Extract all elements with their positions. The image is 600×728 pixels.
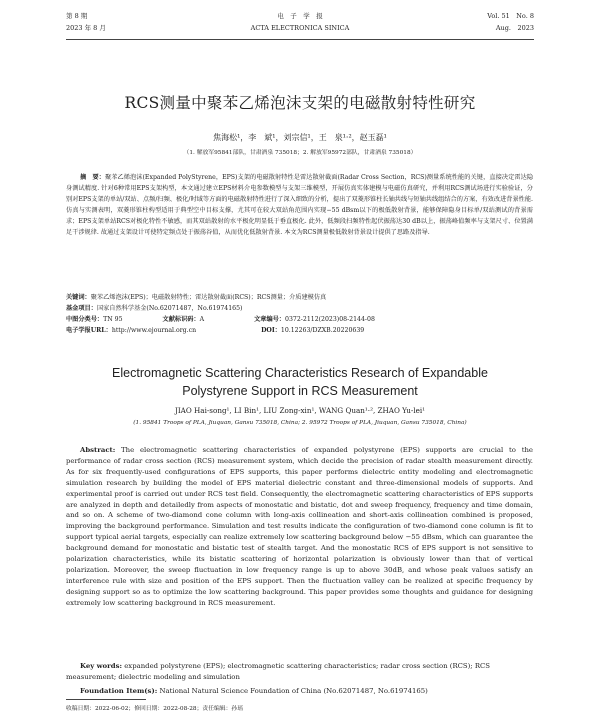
header-journal-name: 电 子 学 报 ACTA ELECTRONICA SINICA bbox=[250, 12, 350, 32]
header-volume: Vol. 51 No. 8 Aug. 2023 bbox=[487, 12, 534, 32]
chinese-authors: 焦海松¹，李 斌¹，刘宗信¹，王 泉¹·²，赵玉磊¹ bbox=[213, 133, 387, 142]
header-rule bbox=[66, 39, 534, 40]
url-doi-line: 电子学报URL：http://www.ejournal.org.cn DOI：10.12263/DZXB.20220639 bbox=[66, 327, 365, 334]
classification-line: 中图分类号：TN 95 文献标识码：A 文章编号：0372-2112(2023)08-2144-08 bbox=[66, 316, 375, 323]
chinese-title: RCS测量中聚苯乙烯泡沫支架的电磁散射特性研究 bbox=[124, 94, 476, 112]
received-date-footer: 收稿日期：2022-06-02；修回日期：2022-08-28；责任编辑：孙瑶 bbox=[66, 706, 243, 712]
chinese-abstract bbox=[66, 173, 533, 238]
journal-header bbox=[66, 10, 534, 42]
header-issue: 第 8 期 2023 年 8 月 bbox=[66, 12, 106, 32]
footer-rule bbox=[66, 699, 146, 700]
journal-url[interactable]: http://www.ejournal.org.cn bbox=[111, 327, 197, 334]
english-keywords: Key words: expanded polystyrene (EPS); electromagnetic scattering characteristics; radar cross section (RCS); RCS measurement; dielectric modeling and simulation bbox=[66, 662, 491, 681]
chinese-keywords: 关键词：聚苯乙烯泡沫(EPS)；电磁散射特性；雷达散射截面(RCS)；RCS测量；介质建模仿真 bbox=[66, 294, 327, 301]
chinese-fund: 基金项目：国家自然科学基金(No.62071487，No.61974165) bbox=[66, 305, 243, 312]
english-affiliation: (1. 95841 Troops of PLA, Jiuquan, Gansu 735018, China; 2. 95972 Troops of PLA, Jiuquan, Gansu 735018, China) bbox=[133, 420, 467, 426]
english-abstract-label: Abstract: bbox=[80, 446, 116, 454]
english-abstract-text: The electromagnetic scattering characteristics of expanded polystyrene (EPS) supports are crucial to the performance of radar cross section (RCS) measurement system, which decide the precision of radar stealth measurement directly. As for six frequently-used configurations of EPS supports, this paper performs dielectric entity modeling and electromagnetic simulation research by building the model of EPS material dielectric constant and three-dimensional models of supports. And experimental proof is carried out under RCS test field. Consequently, the electromagnetic scattering characteristics of EPS supports are analyzed in depth and detailedly from aspects of monostatic and bistatic, dot and sweep frequency, frequency and time domain, and so on. A scheme of two-diamond cone column with long-axis collineation and short-axis collineation combined is proposed, improving the background performance. Simulation and test results indicate the configuration of two-diamond cone column is fit to support typical aerial targets, especially can realize extremely low scattering background below −55 dBsm, which can guarantee the background demand for monostatic and bistatic test of stealth target. And the monostatic RCS of EPS support is not sensitive to polarization characteristics, while its bistatic scattering of horizontal polarization is obviously lower than that of vertical polarization. Moreover, the sweep fluctuation in low frequency range is up to above 30dB, and whose peak values satisfy an interference rule with size and position of the EPS support. Then the fluctuation valley can be realized at specific frequency by designing support so as to optimize the low scattering background. This paper provides some thoughts and guidance for designing extremely low scattering background in RCS measurement. bbox=[66, 446, 533, 607]
doi[interactable]: 10.12263/DZXB.20220639 bbox=[280, 327, 365, 334]
english-title: Electromagnetic Scattering Characteristics Research of Expandable Polystyrene Support in RCS Measurement bbox=[112, 366, 488, 398]
chinese-affiliation: （1. 解放军95841部队，甘肃酒泉 735018；2. 解放军95972部队，甘肃酒泉 735018） bbox=[183, 150, 417, 156]
chinese-abstract-label: 摘 要： bbox=[80, 174, 106, 181]
english-fund: Foundation Item(s): National Natural Science Foundation of China (No.62071487, No.61974165) bbox=[80, 687, 428, 695]
english-abstract bbox=[66, 445, 533, 609]
chinese-abstract-text: 聚苯乙烯泡沫(Expanded PolyStyrene，EPS)支架的电磁散射特性是雷达散射截面(Radar Cross Section，RCS)测量系统性能的关键，直接决定雷达隐身测试精度. 针对6种常用EPS支架构型，本文通过建立EPS材料介电参数模型与支架三维模型，开展仿真实体建模与电磁仿真研究，并利用RCS测试场进行实验验证，分别对EPS支架的单站/双站、点频/扫频、极化/时域等方面的电磁散射特性进行了深入细致的分析，提出了双菱形锥柱长轴共线与短轴共线组结合的方案，有效改进背景性能. 仿真与实测表明，双菱形锥柱构型适用于典型空中目标支撑，尤其可在较大双站角范围内实现−55 dBsm以下的极低散射背景，能够保障隐身目标单/双站测试的背景需求；EPS支架单站RCS对极化特性不敏感，而其双站散射的水平极化明显低于垂直极化. 此外，低频段扫频特性起伏振荡达30 dB以上，振荡峰值频率与支架尺寸、位置满足干涉规律. 故通过支架设计可使特定频点处于振荡谷值，从而优化低散射背景. 本文为RCS测量极低散射背景设计提供了思路及指导. bbox=[66, 174, 534, 236]
english-authors: JIAO Hai-song¹, LI Bin¹, LIU Zong-xin¹, WANG Quan¹·², ZHAO Yu-lei¹ bbox=[174, 406, 426, 415]
